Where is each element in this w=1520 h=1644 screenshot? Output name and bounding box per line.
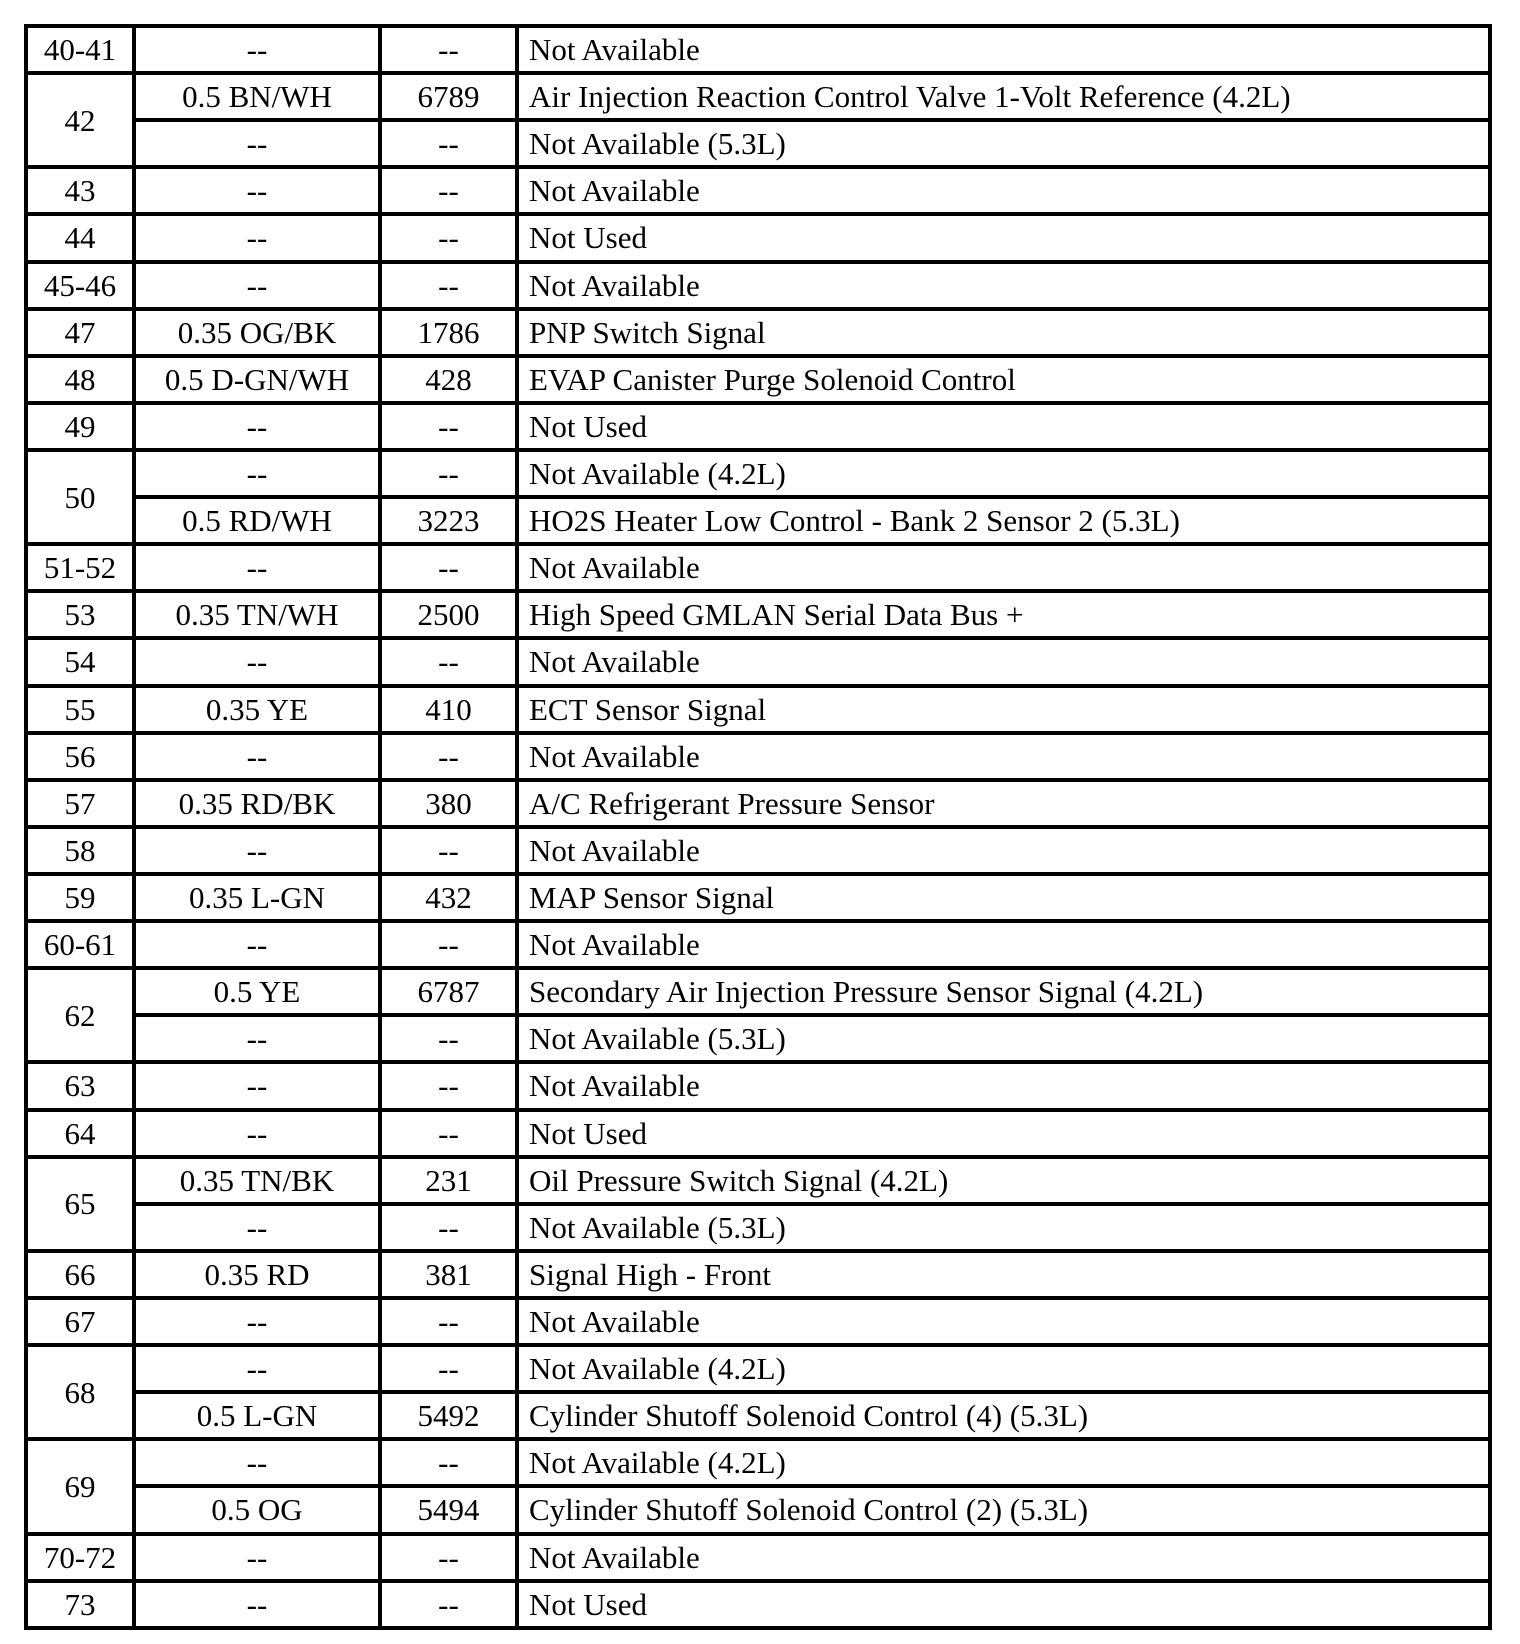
function-cell: HO2S Heater Low Control - Bank 2 Sensor 2 (5.3L) — [517, 497, 1490, 544]
table-row — [26, 1392, 1490, 1439]
function-cell: High Speed GMLAN Serial Data Bus + — [517, 591, 1490, 638]
wire-color-cell: 0.5 RD/WH — [134, 497, 380, 544]
pin-number-cell: 68 — [26, 1345, 134, 1439]
function-cell: Not Available — [517, 733, 1490, 780]
pin-number-cell: 60-61 — [26, 921, 134, 968]
table-row — [26, 1345, 1490, 1392]
table-row — [26, 356, 1490, 403]
function-cell: Oil Pressure Switch Signal (4.2L) — [517, 1157, 1490, 1204]
table-row — [26, 686, 1490, 733]
function-cell: Signal High - Front — [517, 1251, 1490, 1298]
circuit-number-cell: -- — [380, 827, 517, 874]
pin-number-cell: 49 — [26, 403, 134, 450]
wire-color-cell: -- — [134, 26, 380, 73]
pin-number-cell: 43 — [26, 167, 134, 214]
table-row — [26, 544, 1490, 591]
wire-color-cell: 0.5 BN/WH — [134, 73, 380, 120]
wire-color-cell: -- — [134, 1015, 380, 1062]
circuit-number-cell: -- — [380, 26, 517, 73]
circuit-number-cell: -- — [380, 1345, 517, 1392]
function-cell: ECT Sensor Signal — [517, 686, 1490, 733]
circuit-number-cell: -- — [380, 450, 517, 497]
function-cell: Not Available — [517, 827, 1490, 874]
wire-color-cell: -- — [134, 827, 380, 874]
pin-number-cell: 54 — [26, 638, 134, 685]
pin-number-cell: 45-46 — [26, 262, 134, 309]
circuit-number-cell: 3223 — [380, 497, 517, 544]
function-cell: PNP Switch Signal — [517, 309, 1490, 356]
wire-color-cell: -- — [134, 120, 380, 167]
pin-number-cell: 62 — [26, 968, 134, 1062]
pin-number-cell: 40-41 — [26, 26, 134, 73]
wire-color-cell: 0.5 YE — [134, 968, 380, 1015]
wire-color-cell: -- — [134, 1439, 380, 1486]
circuit-number-cell: -- — [380, 1015, 517, 1062]
table-row — [26, 1534, 1490, 1581]
table-row — [26, 1251, 1490, 1298]
circuit-number-cell: -- — [380, 214, 517, 261]
wire-color-cell: -- — [134, 1062, 380, 1109]
wire-color-cell: -- — [134, 214, 380, 261]
wire-color-cell: -- — [134, 733, 380, 780]
circuit-number-cell: -- — [380, 1062, 517, 1109]
table-row — [26, 73, 1490, 120]
circuit-number-cell: 432 — [380, 874, 517, 921]
circuit-number-cell: 381 — [380, 1251, 517, 1298]
function-cell: A/C Refrigerant Pressure Sensor — [517, 780, 1490, 827]
pin-number-cell: 64 — [26, 1110, 134, 1157]
circuit-number-cell: -- — [380, 1204, 517, 1251]
function-cell: Not Available (4.2L) — [517, 450, 1490, 497]
circuit-number-cell: 5492 — [380, 1392, 517, 1439]
table-row — [26, 733, 1490, 780]
circuit-number-cell: 2500 — [380, 591, 517, 638]
wire-color-cell: -- — [134, 1534, 380, 1581]
table-row — [26, 1486, 1490, 1533]
circuit-number-cell: -- — [380, 733, 517, 780]
function-cell: Not Available (4.2L) — [517, 1345, 1490, 1392]
circuit-number-cell: 428 — [380, 356, 517, 403]
table-row — [26, 214, 1490, 261]
pin-number-cell: 42 — [26, 73, 134, 167]
table-row — [26, 968, 1490, 1015]
table-row — [26, 591, 1490, 638]
table-row — [26, 1204, 1490, 1251]
table-row — [26, 874, 1490, 921]
function-cell: Secondary Air Injection Pressure Sensor Signal (4.2L) — [517, 968, 1490, 1015]
wire-color-cell: 0.35 RD/BK — [134, 780, 380, 827]
wire-color-cell: 0.35 TN/BK — [134, 1157, 380, 1204]
function-cell: Not Used — [517, 1110, 1490, 1157]
function-cell: Not Available — [517, 262, 1490, 309]
circuit-number-cell: 6787 — [380, 968, 517, 1015]
table-row — [26, 1439, 1490, 1486]
connector-pinout-table — [24, 24, 1492, 1630]
circuit-number-cell: 410 — [380, 686, 517, 733]
wire-color-cell: 0.35 OG/BK — [134, 309, 380, 356]
function-cell: EVAP Canister Purge Solenoid Control — [517, 356, 1490, 403]
table-row — [26, 1157, 1490, 1204]
function-cell: Not Available — [517, 544, 1490, 591]
pin-number-cell: 65 — [26, 1157, 134, 1251]
wire-color-cell: -- — [134, 262, 380, 309]
pin-number-cell: 48 — [26, 356, 134, 403]
function-cell: Not Used — [517, 214, 1490, 261]
pin-number-cell: 57 — [26, 780, 134, 827]
wire-color-cell: -- — [134, 167, 380, 214]
pin-number-cell: 56 — [26, 733, 134, 780]
wire-color-cell: -- — [134, 450, 380, 497]
wire-color-cell: -- — [134, 403, 380, 450]
circuit-number-cell: -- — [380, 921, 517, 968]
function-cell: Not Available (5.3L) — [517, 120, 1490, 167]
wire-color-cell: -- — [134, 1204, 380, 1251]
table-row — [26, 638, 1490, 685]
wire-color-cell: 0.35 L-GN — [134, 874, 380, 921]
table-row — [26, 262, 1490, 309]
circuit-number-cell: -- — [380, 262, 517, 309]
circuit-number-cell: 380 — [380, 780, 517, 827]
function-cell: Not Available — [517, 921, 1490, 968]
pin-number-cell: 55 — [26, 686, 134, 733]
function-cell: Not Available (5.3L) — [517, 1015, 1490, 1062]
pin-number-cell: 73 — [26, 1581, 134, 1628]
wire-color-cell: -- — [134, 544, 380, 591]
wire-color-cell: 0.35 YE — [134, 686, 380, 733]
wire-color-cell: 0.35 TN/WH — [134, 591, 380, 638]
table-row — [26, 1062, 1490, 1109]
table-row — [26, 827, 1490, 874]
circuit-number-cell: 6789 — [380, 73, 517, 120]
table-row — [26, 1581, 1490, 1628]
circuit-number-cell: -- — [380, 1581, 517, 1628]
wire-color-cell: -- — [134, 1298, 380, 1345]
function-cell: Not Available — [517, 26, 1490, 73]
circuit-number-cell: 231 — [380, 1157, 517, 1204]
function-cell: Not Available — [517, 1534, 1490, 1581]
wire-color-cell: 0.5 L-GN — [134, 1392, 380, 1439]
function-cell: Cylinder Shutoff Solenoid Control (2) (5.3L) — [517, 1486, 1490, 1533]
pin-number-cell: 69 — [26, 1439, 134, 1533]
circuit-number-cell: -- — [380, 403, 517, 450]
pin-number-cell: 59 — [26, 874, 134, 921]
function-cell: Not Available — [517, 167, 1490, 214]
table-row — [26, 26, 1490, 73]
wire-color-cell: -- — [134, 638, 380, 685]
circuit-number-cell: -- — [380, 167, 517, 214]
pin-number-cell: 44 — [26, 214, 134, 261]
function-cell: MAP Sensor Signal — [517, 874, 1490, 921]
table-row — [26, 780, 1490, 827]
pin-number-cell: 53 — [26, 591, 134, 638]
table-row — [26, 120, 1490, 167]
wire-color-cell: -- — [134, 1110, 380, 1157]
circuit-number-cell: -- — [380, 1439, 517, 1486]
pinout-table-body — [26, 26, 1490, 1628]
pin-number-cell: 70-72 — [26, 1534, 134, 1581]
wire-color-cell: -- — [134, 1345, 380, 1392]
function-cell: Not Used — [517, 1581, 1490, 1628]
pin-number-cell: 47 — [26, 309, 134, 356]
pin-number-cell: 66 — [26, 1251, 134, 1298]
wire-color-cell: 0.35 RD — [134, 1251, 380, 1298]
circuit-number-cell: -- — [380, 1298, 517, 1345]
pin-number-cell: 58 — [26, 827, 134, 874]
table-row — [26, 497, 1490, 544]
pin-number-cell: 51-52 — [26, 544, 134, 591]
pin-number-cell: 50 — [26, 450, 134, 544]
table-row — [26, 921, 1490, 968]
circuit-number-cell: -- — [380, 1534, 517, 1581]
circuit-number-cell: -- — [380, 638, 517, 685]
function-cell: Not Available (4.2L) — [517, 1439, 1490, 1486]
wire-color-cell: -- — [134, 921, 380, 968]
wire-color-cell: 0.5 D-GN/WH — [134, 356, 380, 403]
function-cell: Not Available — [517, 1298, 1490, 1345]
table-row — [26, 1015, 1490, 1062]
function-cell: Cylinder Shutoff Solenoid Control (4) (5.3L) — [517, 1392, 1490, 1439]
function-cell: Air Injection Reaction Control Valve 1-Volt Reference (4.2L) — [517, 73, 1490, 120]
wire-color-cell: -- — [134, 1581, 380, 1628]
table-row — [26, 1298, 1490, 1345]
table-row — [26, 403, 1490, 450]
pin-number-cell: 63 — [26, 1062, 134, 1109]
function-cell: Not Available — [517, 638, 1490, 685]
function-cell: Not Available — [517, 1062, 1490, 1109]
table-row — [26, 167, 1490, 214]
table-row — [26, 309, 1490, 356]
circuit-number-cell: -- — [380, 1110, 517, 1157]
function-cell: Not Used — [517, 403, 1490, 450]
circuit-number-cell: 1786 — [380, 309, 517, 356]
table-row — [26, 1110, 1490, 1157]
pin-number-cell: 67 — [26, 1298, 134, 1345]
circuit-number-cell: -- — [380, 120, 517, 167]
table-row — [26, 450, 1490, 497]
circuit-number-cell: 5494 — [380, 1486, 517, 1533]
circuit-number-cell: -- — [380, 544, 517, 591]
function-cell: Not Available (5.3L) — [517, 1204, 1490, 1251]
wire-color-cell: 0.5 OG — [134, 1486, 380, 1533]
